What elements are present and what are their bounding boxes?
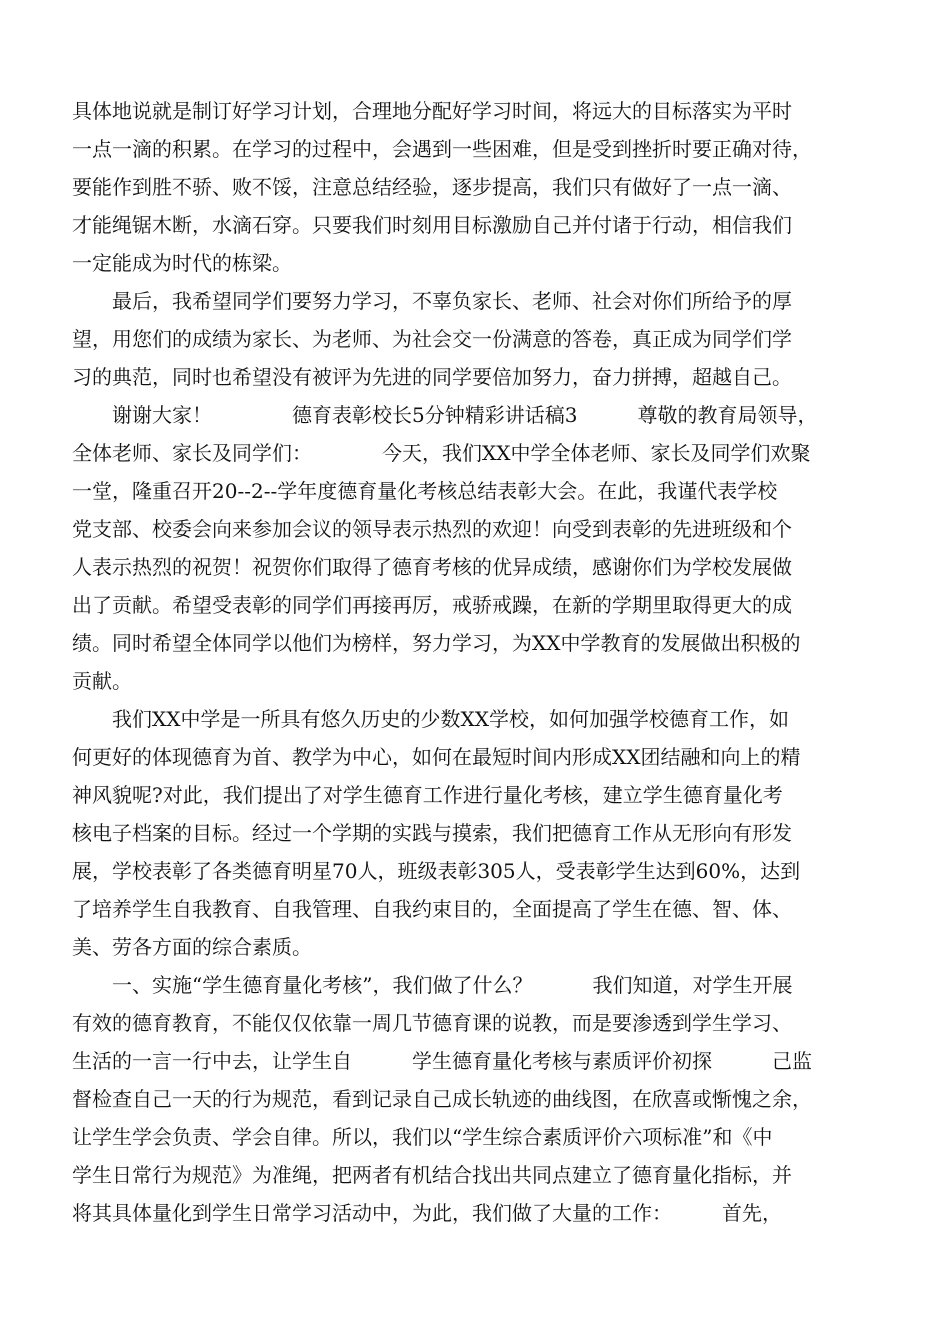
document-body: [72, 92, 884, 1232]
text-line: 一点一滴的积累。在学习的过程中，会遇到一些困难，但是受到挫折时要正确对待，: [72, 137, 812, 161]
text-line: 核电子档案的目标。经过一个学期的实践与摸索，我们把德育工作从无形向有形发: [72, 821, 792, 845]
text-line: 美、劳各方面的综合素质。: [72, 935, 312, 959]
text-line: 有效的德育教育，不能仅仅依靠一周几节德育课的说教，而是要渗透到学生学习、: [72, 1011, 792, 1035]
text-line: 出了贡献。希望受表彰的同学们再接再厉，戒骄戒躁，在新的学期里取得更大的成: [72, 593, 792, 617]
text-line: 要能作到胜不骄、败不馁，注意总结经验，逐步提高，我们只有做好了一点一滴、: [72, 175, 792, 199]
text-line: 了培养学生自我教育、自我管理、自我约束目的，全面提高了学生在德、智、体、: [72, 897, 792, 921]
text-line: 谢谢大家！ 德育表彰校长5分钟精彩讲话稿3 尊敬的教育局领导，: [72, 403, 818, 427]
text-line: 人表示热烈的祝贺！祝贺你们取得了德育考核的优异成绩，感谢你们为学校发展做: [72, 555, 792, 579]
text-line: 一定能成为时代的栋梁。: [72, 251, 292, 275]
text-line: 习的典范，同时也希望没有被评为先进的同学要倍加努力，奋力拼搏，超越自己。: [72, 365, 792, 389]
text-line: 绩。同时希望全体同学以他们为榜样，努力学习，为XX中学教育的发展做出积极的: [72, 631, 801, 655]
text-line: 展，学校表彰了各类德育明星70人，班级表彰305人，受表彰学生达到60%，达到: [72, 859, 801, 883]
text-line: 生活的一言一行中去，让学生自 学生德育量化考核与素质评价初探 己监: [72, 1049, 812, 1073]
text-line: 何更好的体现德育为首、教学为中心，如何在最短时间内形成XX团结融和向上的精: [72, 745, 801, 769]
text-line: 学生日常行为规范》为准绳，把两者有机结合找出共同点建立了德育量化指标，并: [72, 1163, 792, 1187]
text-line: 一、实施“学生德育量化考核”，我们做了什么？ 我们知道，对学生开展: [72, 973, 793, 997]
text-line: 才能绳锯木断，水滴石穿。只要我们时刻用目标激励自己并付诸于行动，相信我们: [72, 213, 792, 237]
text-line: 具体地说就是制订好学习计划，合理地分配好学习时间，将远大的目标落实为平时: [72, 99, 792, 123]
text-line: 将其具体量化到学生日常学习活动中，为此，我们做了大量的工作： 首先，: [72, 1201, 782, 1225]
text-line: 我们XX中学是一所具有悠久历史的少数XX学校，如何加强学校德育工作，如: [72, 707, 789, 731]
text-line: 神风貌呢?对此，我们提出了对学生德育工作进行量化考核，建立学生德育量化考: [72, 783, 783, 807]
text-line: 贡献。: [72, 669, 132, 693]
text-line: 督检查自己一天的行为规范，看到记录自己成长轨迹的曲线图，在欣喜或惭愧之余，: [72, 1087, 812, 1111]
text-line: 全体老师、家长及同学们： 今天，我们XX中学全体老师、家长及同学们欢聚: [72, 441, 811, 465]
text-line: 党支部、校委会向来参加会议的领导表示热烈的欢迎！向受到表彰的先进班级和个: [72, 517, 792, 541]
text-line: 望，用您们的成绩为家长、为老师、为社会交一份满意的答卷，真正成为同学们学: [72, 327, 792, 351]
text-line: 最后，我希望同学们要努力学习，不辜负家长、老师、社会对你们所给予的厚: [72, 289, 792, 313]
text-line: 一堂，隆重召开20--2--学年度德育量化考核总结表彰大会。在此，我谨代表学校: [72, 479, 778, 503]
text-line: 让学生学会负责、学会自律。所以，我们以“学生综合素质评价六项标准”和《中: [72, 1125, 773, 1149]
